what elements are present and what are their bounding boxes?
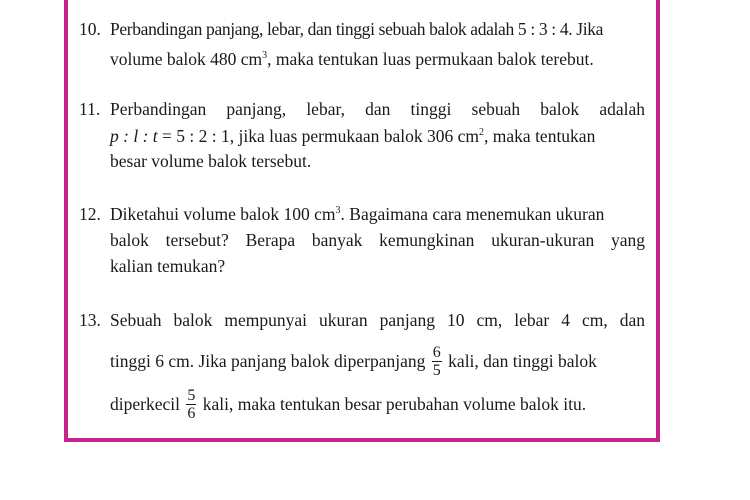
- question-line: [110, 386, 586, 423]
- question-text: kali, maka tentukan besar perubahan volume balok itu.: [198, 394, 587, 414]
- question-text: volume balok 480 cm: [110, 49, 263, 69]
- fraction-denominator: 6: [187, 405, 196, 423]
- question-line: Sebuah balok mempunyai ukuran panjang 10 cm, lebar 4 cm, dan: [110, 310, 645, 330]
- exponent: 2: [479, 127, 485, 138]
- question-line: [110, 343, 597, 380]
- exponent: 3: [262, 50, 268, 61]
- question-text: = 5 : 2 : 1, jika luas permukaan balok 306 cm: [157, 126, 480, 146]
- fraction-numerator: 6: [432, 344, 441, 362]
- question-text: Perbandingan panjang, lebar, dan tinggi sebuah balok adalah: [110, 19, 518, 39]
- question-line: balok tersebut? Berapa banyak kemungkinan ukuran-ukuran yang: [110, 230, 645, 250]
- exponent: 3: [335, 205, 341, 216]
- question-text: diperkecil: [110, 394, 185, 414]
- fraction: [186, 387, 196, 422]
- question-number: 11.: [79, 99, 101, 119]
- question-line: Perbandingan panjang, lebar, dan tinggi sebuah balok adalah: [110, 99, 645, 119]
- question-number: 13.: [79, 310, 101, 330]
- question-line: [110, 21, 603, 39]
- question-line: kalian temukan?: [110, 256, 226, 276]
- fraction-denominator: 5: [432, 362, 441, 380]
- question-line: [110, 51, 594, 69]
- fraction: [432, 344, 442, 379]
- question-text: . Bagaimana cara menemukan ukuran: [340, 204, 605, 224]
- question-text: , maka tentukan luas permukaan balok terebut.: [267, 49, 594, 69]
- question-text: , maka tentukan: [484, 126, 596, 146]
- question-text: kali, dan tinggi balok: [443, 351, 597, 371]
- question-number: 12.: [79, 204, 101, 224]
- ratio-variables: p : l : t: [110, 126, 158, 146]
- question-line: besar volume balok tersebut.: [110, 151, 312, 171]
- fraction-numerator: 5: [187, 387, 196, 405]
- ratio-value: 5 : 3 : 4: [517, 19, 569, 39]
- question-line: [110, 206, 604, 224]
- question-line: [110, 128, 595, 146]
- question-text: Diketahui volume balok 100 cm: [110, 204, 336, 224]
- question-number: 10.: [79, 19, 101, 39]
- question-text: . Jika: [568, 19, 604, 39]
- question-text: tinggi 6 cm. Jika panjang balok diperpanjang: [110, 351, 430, 371]
